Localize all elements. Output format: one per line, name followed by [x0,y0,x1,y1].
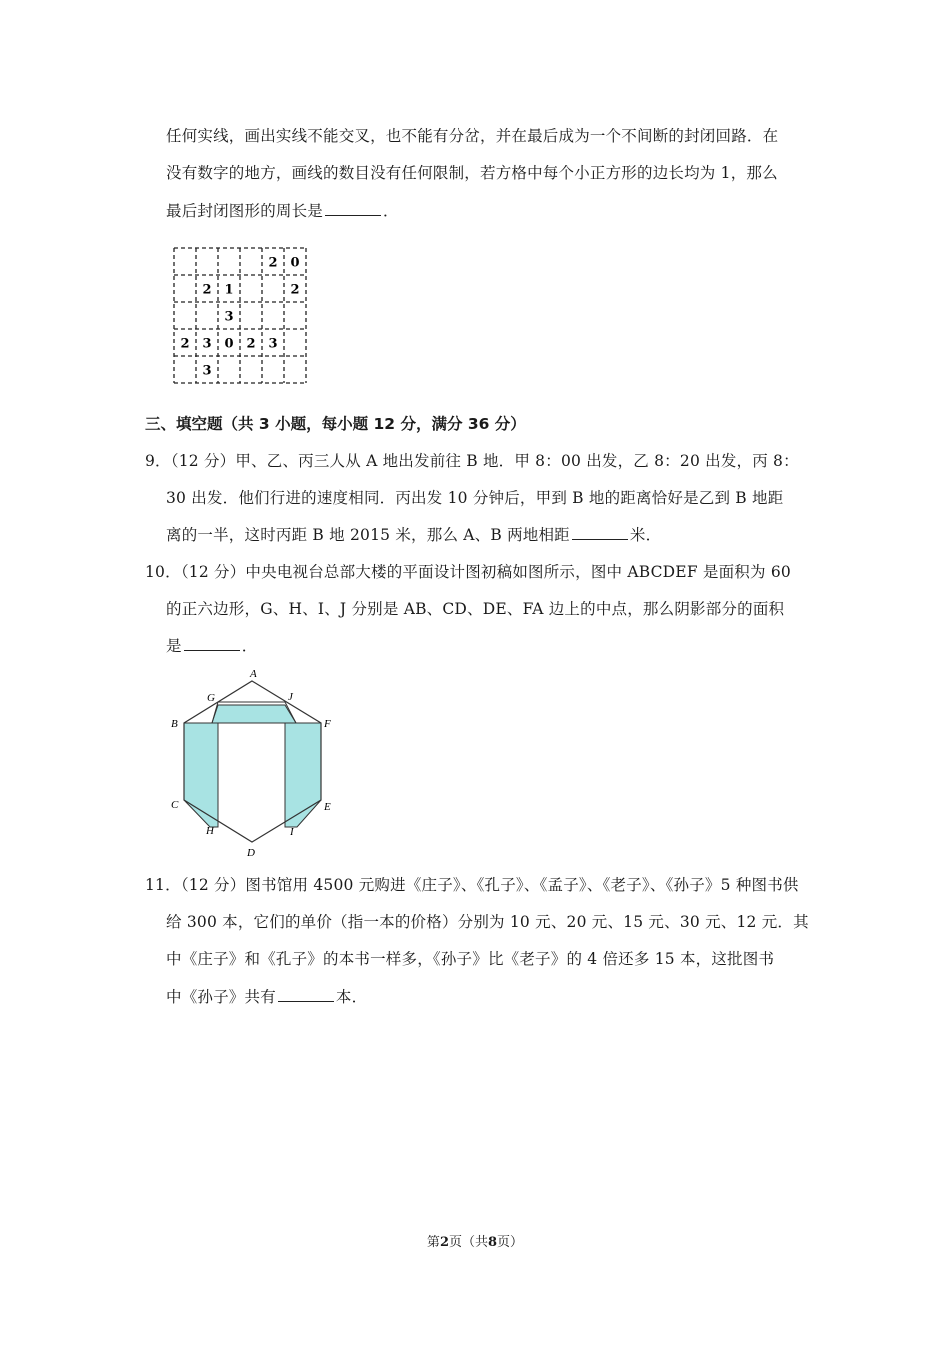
problem9-line-1: 9．（12 分）甲、乙、丙三人从 A 地出发前往 B 地．甲 8：00 出发，乙 8：20 出发，丙 8： [145,452,799,470]
section-heading: 三、填空题（共 3 小题，每小题 12 分，满分 36 分） [145,415,526,433]
answer-blank-8 [325,201,381,216]
hexagon-figure [166,665,346,860]
grid-cell-number: 3 [224,309,234,325]
problem11-end: 本． [335,988,368,1006]
label-f: F [324,718,331,730]
problem10-end: ． [241,637,258,655]
label-a: A [250,668,257,680]
problem9-line-2: 30 出发．他们行进的速度相同．丙出发 10 分钟后，甲到 B 地的距离恰好是乙到 B 地距 [166,489,784,507]
label-g: G [207,692,215,704]
problem8-line-1: 任何实线，画出实线不能交叉，也不能有分岔，并在最后成为一个不间断的封闭回路．在 [166,127,779,145]
grid-cell-number: 2 [246,336,256,352]
label-b: B [171,718,178,730]
label-h: H [206,825,214,837]
footer-middle: 页（共 [448,1235,488,1250]
label-c: C [171,799,179,811]
shade-left-pillar [184,723,218,827]
grid-cell-number: 2 [268,255,278,271]
problem8-line-3-end: ． [383,202,399,220]
problem10-line-1: 10．（12 分）中央电视台总部大楼的平面设计图初稿如图所示，图中 ABCDEF 是面积为 60 [145,563,791,581]
label-i: I [290,826,294,838]
problem9-line-3-text: 离的一半，这时丙距 B 地 2015 米，那么 A、B 两地相距 [166,526,570,544]
grid-cell-number: 3 [202,363,212,379]
answer-blank-11 [278,987,334,1002]
grid-cell-number: 1 [224,282,234,298]
page-footer [0,1231,950,1250]
problem8-line-3 [166,199,399,221]
problem11-line-2: 给 300 本，它们的单价（指一本的价格）分别为 10 元、20 元、15 元、30 元、12 元．其 [166,913,809,931]
grid-cell-number: 2 [290,282,300,298]
problem10-line-2: 的正六边形，G、H、I、J 分别是 AB、CD、DE、FA 边上的中点，那么阴影部分的面积 [166,600,785,618]
problem8-line-2: 没有数字的地方，画线的数目没有任何限制，若方格中每个小正方形的边长均为 1，那么 [166,164,778,182]
answer-blank-9 [572,525,628,540]
problem9-line-3 [166,523,661,545]
problem11-line-1: 11．（12 分）图书馆用 4500 元购进《庄子》、《孔子》、《孟子》、《老子》、《孙子》5 种图书供 [145,876,799,894]
problem8-line-3-text: 最后封闭图形的周长是 [166,202,324,220]
grid-cell-number: 2 [180,336,190,352]
number-grid-figure [170,244,310,390]
problem10-line-3-text: 是 [166,637,182,655]
footer-prefix: 第 [426,1235,440,1250]
grid-cell-number: 3 [268,336,278,352]
label-d: D [247,847,255,859]
grid-cell-number: 3 [202,336,212,352]
problem11-line-4 [166,985,367,1007]
problem10-line-3 [166,634,257,656]
footer-suffix: 页） [497,1235,524,1250]
problem11-line-4-text: 中《孙子》共有 [166,988,276,1006]
label-e: E [324,801,331,813]
answer-blank-10 [184,636,240,651]
shade-top-bar [212,705,296,723]
grid-cell-number: 0 [224,336,234,352]
grid-cell-number: 2 [202,282,212,298]
label-j: J [288,691,293,703]
footer-page-number: 2 [439,1235,449,1250]
footer-total-pages: 8 [488,1235,498,1250]
problem9-end: 米． [629,526,662,544]
problem11-line-3: 中《庄子》和《孔子》的本书一样多，《孙子》比《老子》的 4 倍还多 15 本，这批图书 [166,950,775,968]
grid-cell-number: 0 [290,255,300,271]
